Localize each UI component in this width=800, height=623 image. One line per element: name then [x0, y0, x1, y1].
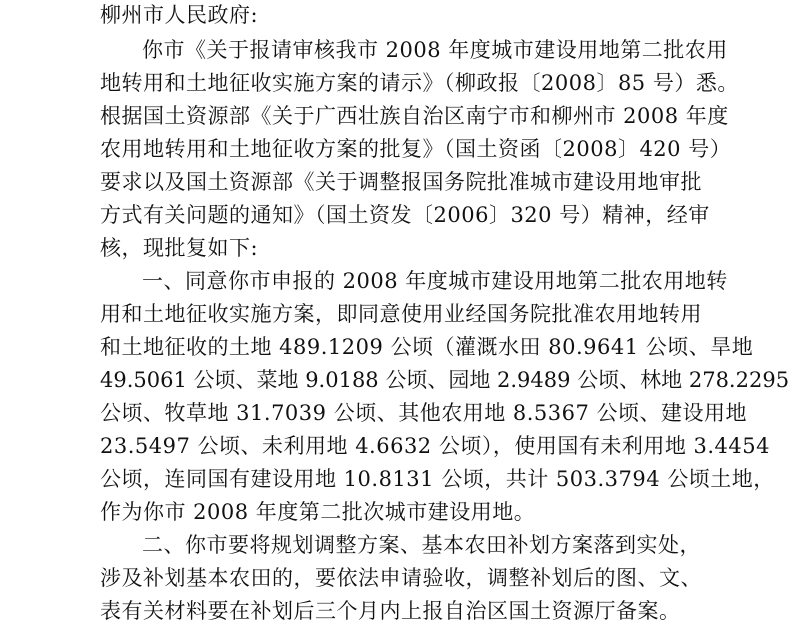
- addressee-line: 柳州市人民政府:: [100, 3, 259, 27]
- paragraph-2-line-1: 一、同意你市申报的 2008 年度城市建设用地第二批农用地转: [142, 269, 728, 293]
- paragraph-2-line-8: 作为你市 2008 年度第二批次城市建设用地。: [100, 500, 536, 524]
- paragraph-1-line-5: 要求以及国土资源部《关于调整报国务院批准城市建设用地审批: [100, 170, 702, 194]
- paragraph-2-line-6: 23.5497 公顷、未利用地 4.6632 公顷），使用国有未利用地 3.4454: [100, 434, 770, 458]
- paragraph-2-line-3: 和土地征收的土地 489.1209 公顷（灌溉水田 80.9641 公顷、旱地: [100, 335, 754, 359]
- paragraph-1-line-1: 你市《关于报请审核我市 2008 年度城市建设用地第二批农用: [142, 38, 728, 62]
- paragraph-1-line-3: 根据国土资源部《关于广西壮族自治区南宁市和柳州市 2008 年度: [100, 104, 729, 128]
- paragraph-3-line-3: 表有关材料要在补划后三个月内上报自治区国土资源厅备案。: [100, 599, 681, 623]
- paragraph-3-line-2: 涉及补划基本农田的，要依法申请验收，调整补划后的图、文、: [100, 566, 702, 590]
- paragraph-1-line-4: 农用地转用和土地征收方案的批复》（国土资函〔2008〕420 号）: [100, 137, 732, 161]
- paragraph-3-line-1: 二、你市要将规划调整方案、基本农田补划方案落到实处，: [142, 533, 701, 557]
- paragraph-2-line-7: 公顷，连同国有建设用地 10.8131 公顷，共计 503.3794 公顷土地，: [100, 467, 775, 491]
- paragraph-2-line-5: 公顷、牧草地 31.7039 公顷、其他农用地 8.5367 公顷、建设用地: [100, 401, 748, 425]
- paragraph-1-line-6: 方式有关问题的通知》（国土资发〔2006〕320 号）精神，经审: [100, 203, 710, 227]
- paragraph-2-line-2: 用和土地征收实施方案，即同意使用业经国务院批准农用地转用: [100, 302, 702, 326]
- paragraph-1-line-7: 核，现批复如下:: [100, 236, 259, 260]
- paragraph-1-line-2: 地转用和土地征收实施方案的请示》（柳政报〔2008〕85 号）悉。: [100, 71, 739, 95]
- paragraph-2-line-4: 49.5061 公顷、菜地 9.0188 公顷、园地 2.9489 公顷、林地 278.2295: [100, 368, 790, 392]
